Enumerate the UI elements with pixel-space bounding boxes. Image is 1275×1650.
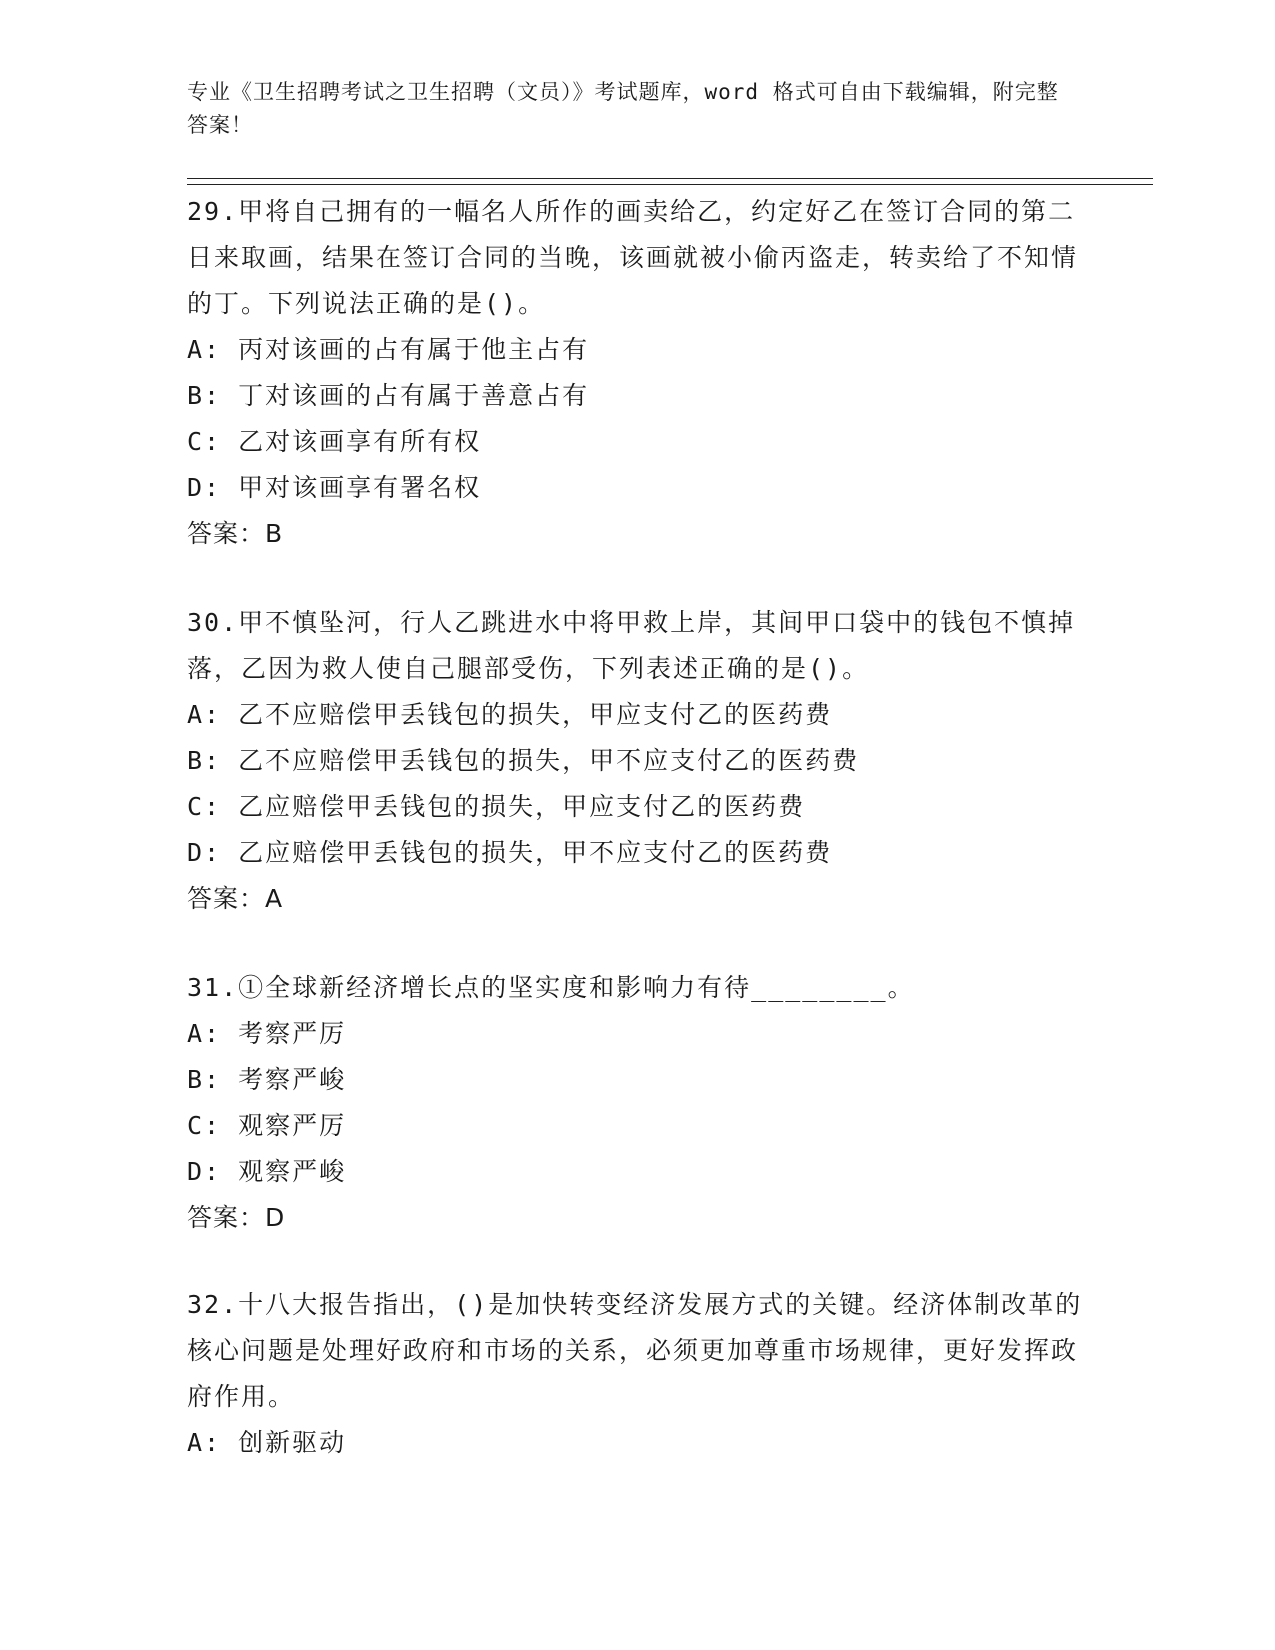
option-b: B: 乙不应赔偿甲丢钱包的损失，甲不应支付乙的医药费 [187,746,860,775]
option-c: C: 乙应赔偿甲丢钱包的损失，甲应支付乙的医药费 [187,792,806,821]
option-d: D: 观察严峻 [187,1157,347,1186]
option-d: D: 乙应赔偿甲丢钱包的损失，甲不应支付乙的医药费 [187,838,833,867]
question-32 [187,1282,1087,1466]
option-a: A: 考察严厉 [187,1019,347,1048]
option-a: A: 创新驱动 [187,1428,347,1457]
answer-label: 答案：A [187,884,284,913]
option-c: C: 观察严厉 [187,1111,347,1140]
option-a: A: 丙对该画的占有属于他主占有 [187,335,590,364]
answer-label: 答案：D [187,1203,286,1232]
question-29 [187,189,1087,557]
question-30 [187,600,1087,922]
option-b: B: 考察严峻 [187,1065,347,1094]
question-text: 29.甲将自己拥有的一幅名人所作的画卖给乙，约定好乙在签订合同的第二日来取画，结果在签订合同的当晚，该画就被小偷丙盗走，转卖给了不知情的丁。下列说法正确的是()。 [187,197,1079,318]
document-header: 专业《卫生招聘考试之卫生招聘（文员）》考试题库，word 格式可自由下载编辑，附完整答案！ [187,80,1059,137]
option-c: C: 乙对该画享有所有权 [187,427,482,456]
question-31 [187,965,1087,1241]
answer-label: 答案：B [187,519,284,548]
question-text: 32.十八大报告指出，()是加快转变经济发展方式的关键。经济体制改革的核心问题是处理好政府和市场的关系，必须更加尊重市场规律，更好发挥政府作用。 [187,1290,1083,1411]
header-divider-top [187,178,1153,179]
option-d: D: 甲对该画享有署名权 [187,473,482,502]
option-b: B: 丁对该画的占有属于善意占有 [187,381,590,410]
question-text: 31.①全球新经济增长点的坚实度和影响力有待________。 [187,973,915,1002]
question-text: 30.甲不慎坠河，行人乙跳进水中将甲救上岸，其间甲口袋中的钱包不慎掉落，乙因为救人使自己腿部受伤，下列表述正确的是()。 [187,608,1076,683]
option-a: A: 乙不应赔偿甲丢钱包的损失，甲应支付乙的医药费 [187,700,833,729]
header-divider-bottom [187,184,1153,185]
